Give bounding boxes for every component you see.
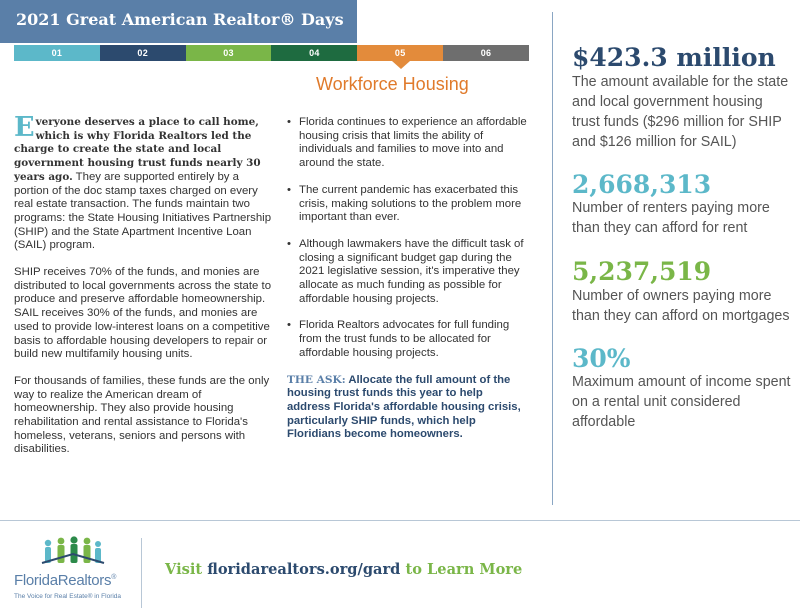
visit-url-link[interactable]: floridarealtors.org/gard	[207, 561, 401, 578]
visit-cta	[165, 561, 522, 578]
families-paragraph: For thousands of families, these funds are the only way to realize the American dream of homeownership. They also provide housing rehabilitation and rental assistance to Florida's homeless, veterans, seniors and persons with disabilities.	[14, 374, 270, 456]
bullet-list	[287, 116, 527, 361]
stat-number-funds: $423.3 million	[572, 43, 776, 72]
logo-tagline: The Voice for Real Estate® in Florida	[14, 593, 122, 600]
tab-02[interactable]: 02	[100, 45, 186, 61]
the-ask	[287, 374, 527, 443]
bullet-item: • Florida continues to experience an affordable housing crisis that limits the ability of individuals and families to move into and around the state.	[287, 116, 527, 171]
section-title: Workforce Housing	[316, 74, 469, 94]
intro-paragraph	[14, 112, 272, 253]
intro-rest: They are supported entirely by a portion of the doc stamp taxes charged on every real estate transaction. The funds maintain two programs: the State Housing Initiatives Partnership (SHIP) and the State Apartment Incentive Loan (SAIL) program.	[14, 170, 272, 252]
tab-06[interactable]: 06	[443, 45, 529, 61]
the-ask-text: Allocate the full amount of the housing trust funds this year to help address Florida's affordable housing crisis, particularly SHIP funds, which help Floridians become homeowners.	[287, 373, 521, 441]
active-tab-pointer	[392, 61, 410, 69]
the-ask-label: THE ASK:	[287, 373, 346, 386]
stat-desc-renters: Number of renters paying more than they can afford for rent	[572, 200, 770, 236]
visit-prefix: Visit	[165, 561, 208, 578]
bullet-column	[287, 116, 527, 442]
drop-cap: E	[14, 112, 35, 143]
footer-divider	[0, 520, 800, 521]
tab-03[interactable]: 03	[186, 45, 272, 61]
stat-number-owners: 5,237,519	[572, 257, 712, 286]
ship-paragraph: SHIP receives 70% of the funds, and monies are distributed to local governments across the state to produce and preserve affordable homeownership. SAIL receives 30% of the funds, and monies are used to provide low-interest loans on a competitive basis to affordable housing developers to repair or build new multifamily housing units.	[14, 266, 272, 361]
stat-desc-income: Maximum amount of income spent on a rental unit considered affordable	[572, 374, 791, 430]
logo-registered: ®	[111, 574, 117, 581]
logo-name-text: FloridaRealtors	[14, 572, 112, 589]
column-divider	[552, 12, 553, 505]
header-bar	[0, 0, 357, 43]
visit-suffix: to Learn More	[400, 561, 523, 578]
tab-05[interactable]: 05	[357, 45, 443, 61]
header-title: 2021 Great American Realtor® Days	[16, 10, 344, 29]
logo-wordmark	[14, 572, 116, 589]
stats-panel	[572, 44, 794, 432]
stat-number-renters: 2,668,313	[572, 169, 712, 199]
florida-realtors-logo[interactable]	[14, 536, 134, 608]
stat-number-income: 30%	[572, 343, 631, 373]
section-tabs	[14, 45, 529, 61]
intro-lead: veryone deserves a place to call home, which is why Florida Realtors led the charge to create the state and local government housing trust funds nearly 30 years ago.	[14, 116, 261, 183]
footer-vertical-divider	[141, 538, 142, 608]
people-icon	[40, 536, 106, 572]
tab-04[interactable]: 04	[271, 45, 357, 61]
tab-01[interactable]: 01	[14, 45, 100, 61]
bullet-item: • Florida Realtors advocates for full funding from the trust funds to be allocated for affordable housing projects.	[287, 319, 527, 360]
stat-desc-owners: Number of owners paying more than they can afford on mortgages	[572, 287, 790, 324]
bullet-item: • Although lawmakers have the difficult task of closing a significant budget gap during the 2021 legislative session, it's imperative they allocate as much funding as possible for affordable housing projects.	[287, 238, 527, 307]
bullet-item: • The current pandemic has exacerbated this crisis, making solutions to the problem more important than ever.	[287, 184, 527, 225]
intro-column	[14, 112, 272, 470]
stat-desc-funds: The amount available for the state and local government housing trust funds ($296 million for SHIP and $126 million for SAIL)	[572, 73, 789, 150]
